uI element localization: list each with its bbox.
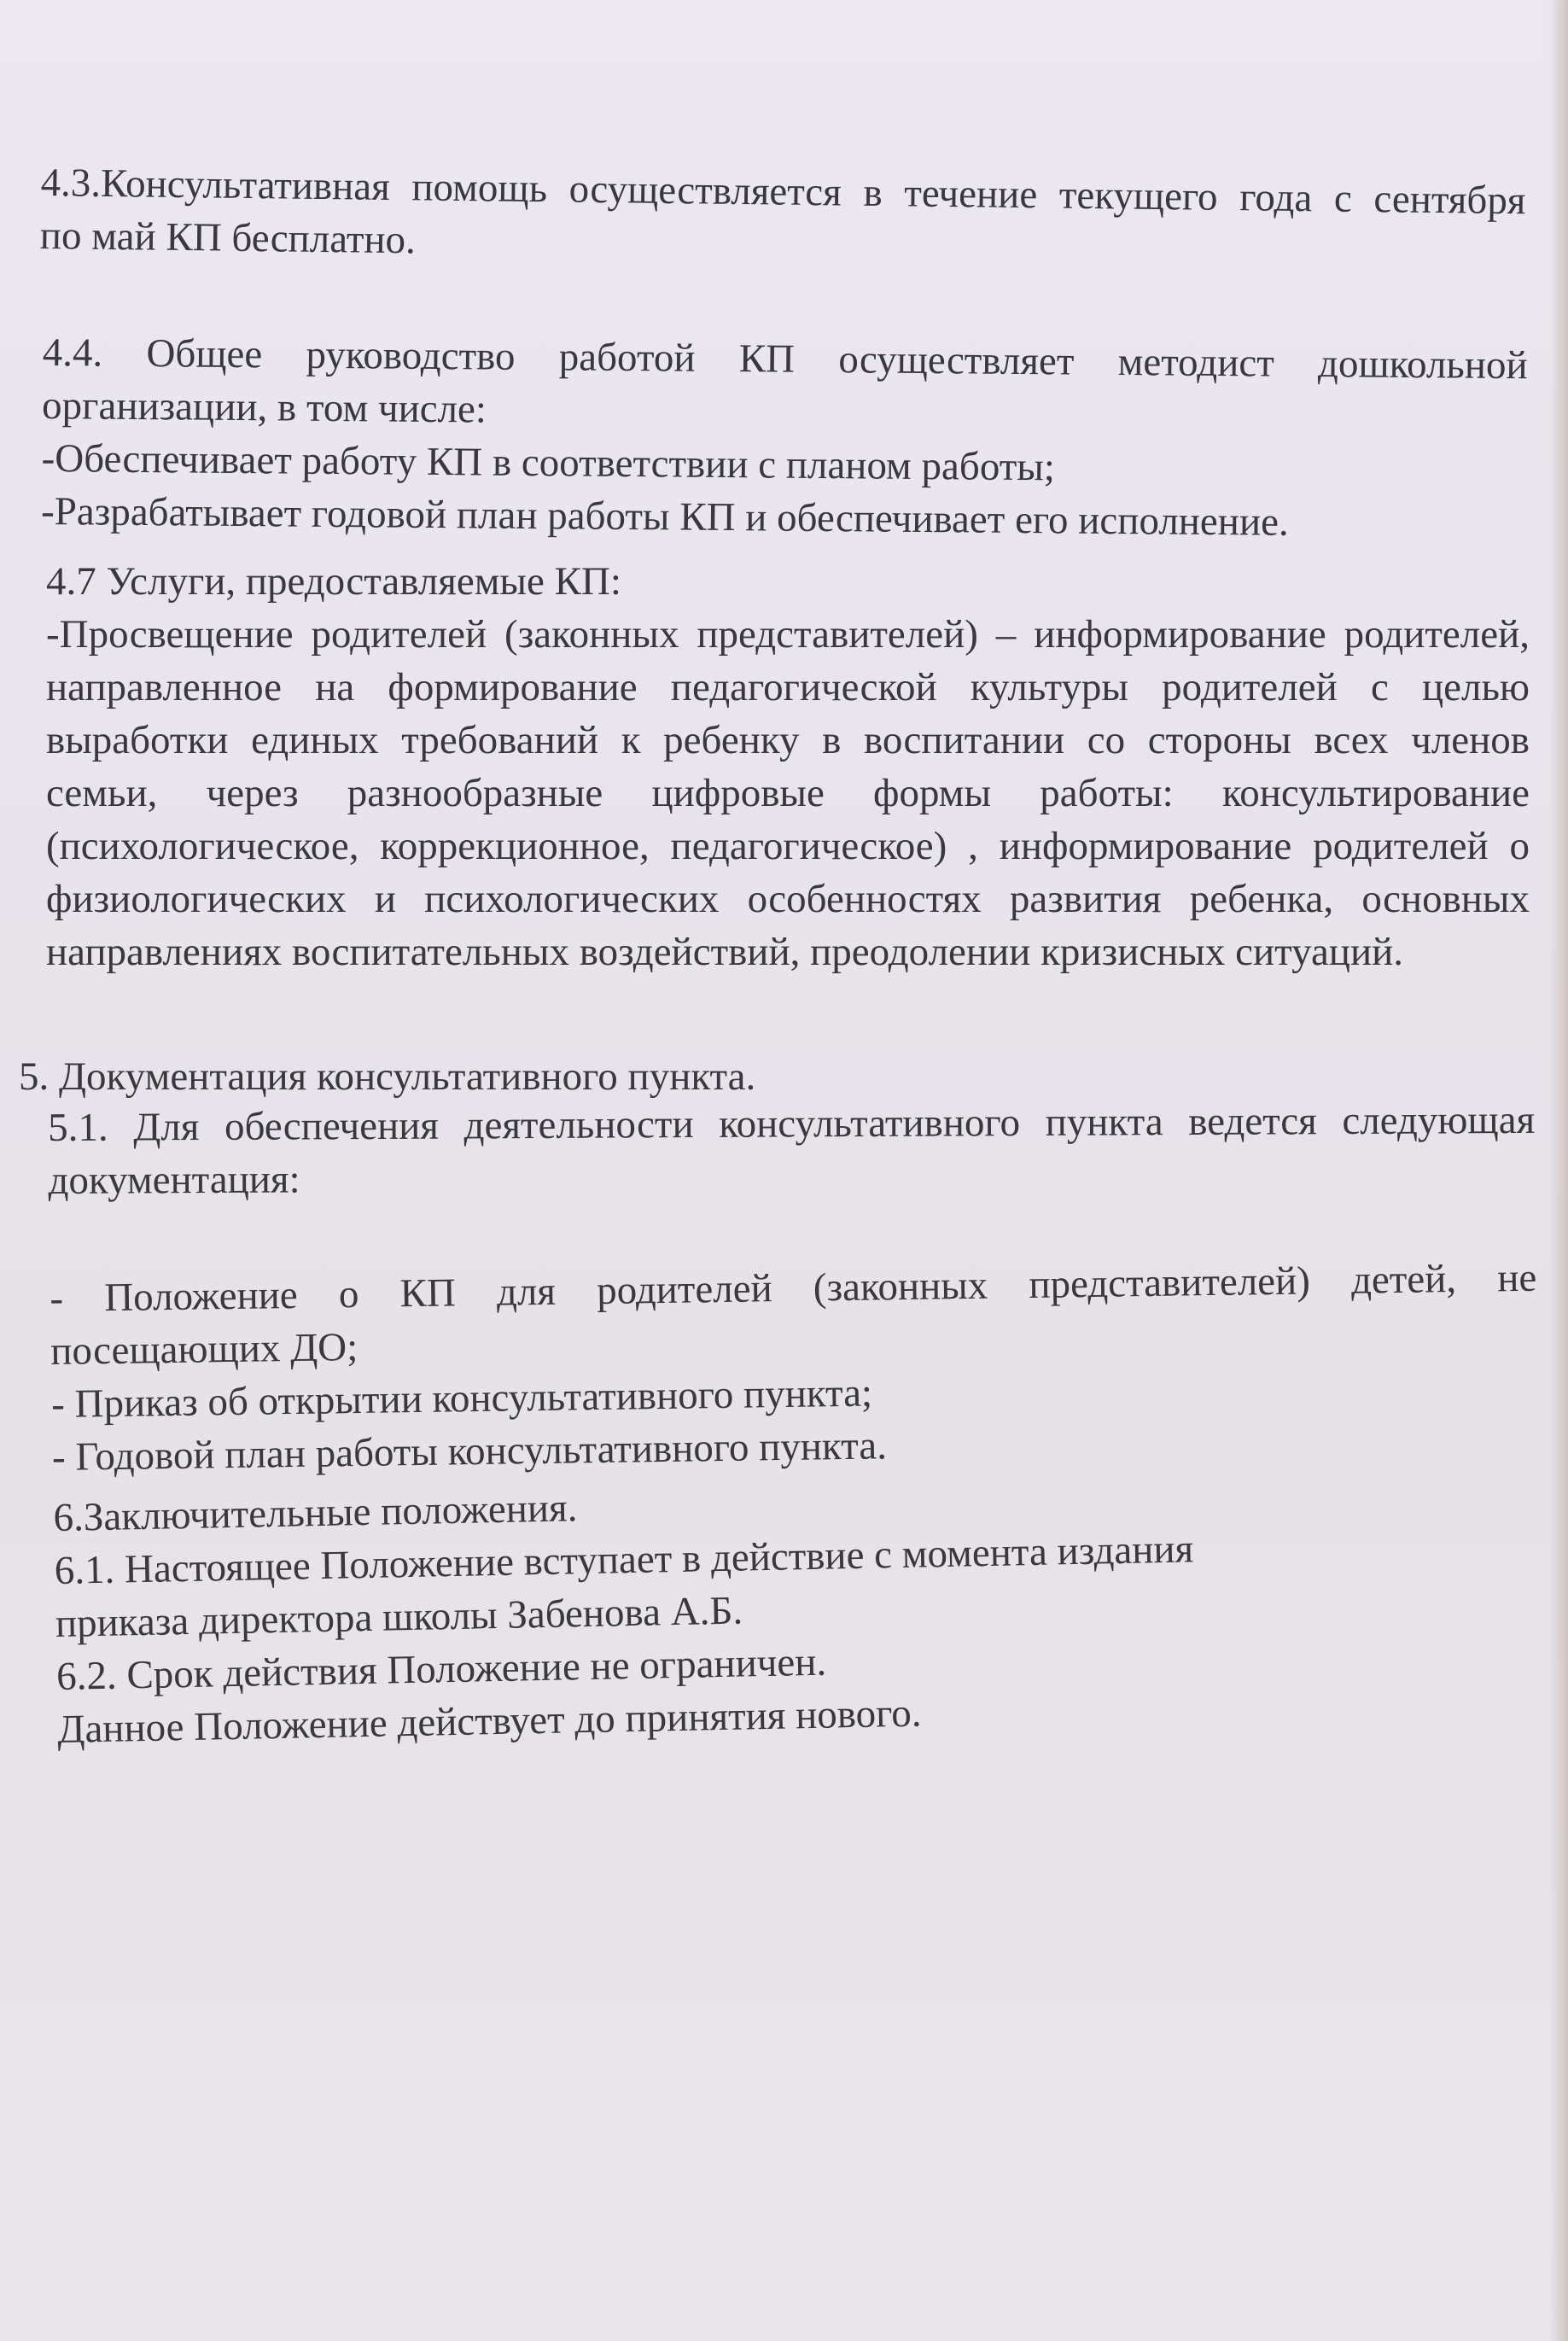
section-4-7 [46, 555, 1530, 978]
doc-item-3: - Годовой план работы консультативного пункта. [51, 1423, 888, 1480]
section-4-7-line-5: (психологическое, коррекционное, педагогическое) , информирование родителей о [46, 824, 1530, 868]
section-5-1 [48, 1094, 1536, 1207]
doc-item-1-line-2: посещающих ДО; [50, 1324, 358, 1374]
paper-edge-shadow [1549, 0, 1568, 2341]
section-4-7-heading: 4.7 Услуги, предоставляемые КП: [46, 559, 621, 604]
section-4-4-line-1: 4.4. Общее руководство работой КП осуществляет методист дошкольной [42, 330, 1528, 388]
section-4-4-item-2: -Разрабатывает годовой план работы КП и обеспечивает его исполнение. [40, 488, 1289, 545]
section-6-1-line-1: 6.1. Настоящее Положение вступает в действие с момента издания [54, 1527, 1194, 1593]
section-6-1-line-2: приказа директора школы Забенова А.Б. [55, 1588, 743, 1646]
doc-item-2: - Приказ об открытии консультативного пункта; [50, 1370, 873, 1427]
section-4-4-item-1: -Обеспечивает работу КП в соответствии с планом работы; [41, 435, 1056, 490]
section-4-4 [41, 326, 1528, 551]
section-4-3-line-1: 4.3.Консультативная помощь осуществляется в течение текущего года с сентября [40, 160, 1526, 224]
section-4-3 [39, 156, 1525, 280]
section-5-1-line-2: документация: [48, 1157, 300, 1203]
section-5-1-line-1: 5.1. Для обеспечения деятельности консультативного пункта ведется следующая [48, 1097, 1536, 1150]
section-6 [53, 1469, 1197, 1756]
section-4-7-line-1: -Просвещение родителей (законных представителей) – информирование родителей, [46, 612, 1530, 657]
section-5-title: 5. Документация консультативного пункта. [19, 1054, 756, 1099]
doc-item-1-line-1: - Положение о КП для родителей (законных представителей) детей, не [50, 1255, 1537, 1321]
section-4-7-line-3: выработки единых требований к ребенку в воспитании со стороны всех членов [46, 718, 1530, 762]
section-6-3: Данное Положение действует до принятия нового. [56, 1690, 922, 1752]
documentation-list [50, 1252, 1539, 1484]
section-4-7-line-6: физиологических и психологических особенностях развития ребенка, основных [46, 877, 1530, 921]
section-6-heading: 6.Заключительные положения. [53, 1486, 578, 1540]
section-6-2: 6.2. Срок действия Положение не ограничен. [55, 1639, 827, 1699]
section-4-7-line-2: направленное на формирование педагогической культуры родителей с целью [46, 665, 1530, 709]
section-4-7-line-7: направлениях воспитательных воздействий, преодолении кризисных ситуаций. [46, 930, 1404, 974]
section-4-7-line-4: семьи, через разнообразные цифровые формы работы: консультирование [46, 771, 1530, 815]
section-4-4-line-2: организации, в том числе: [41, 382, 487, 432]
section-5-heading [19, 1050, 755, 1103]
section-4-3-line-2: по май КП бесплатно. [39, 213, 417, 263]
